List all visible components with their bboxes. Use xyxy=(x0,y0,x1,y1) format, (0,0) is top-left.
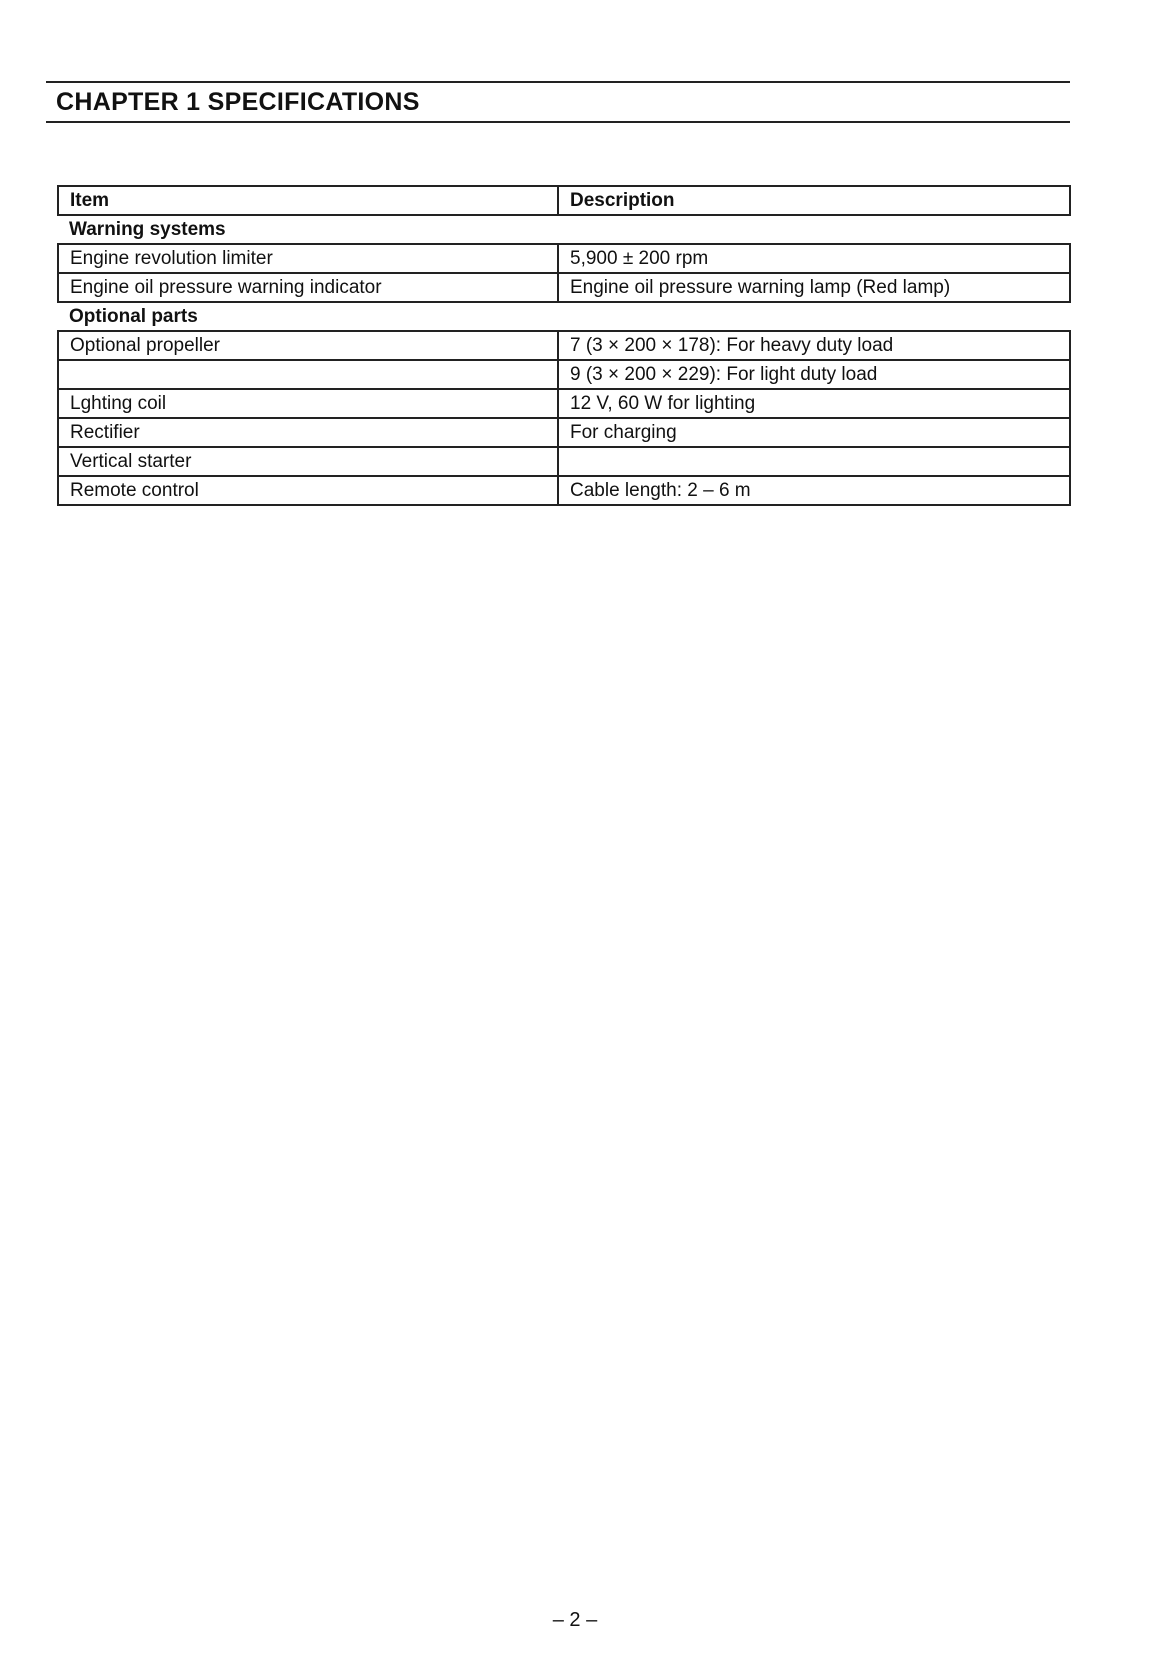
table-row xyxy=(58,418,1070,447)
description-cell: 12 V, 60 W for lighting xyxy=(558,389,1070,418)
section-row-warning-systems xyxy=(58,215,1070,244)
item-cell: Remote control xyxy=(58,476,558,505)
section-title: Optional parts xyxy=(69,306,198,327)
description-cell: For charging xyxy=(558,418,1070,447)
section-title: Warning systems xyxy=(69,219,226,240)
table-header-row xyxy=(58,186,1070,215)
header-top-rule xyxy=(46,81,1070,83)
chapter-title: CHAPTER 1 SPECIFICATIONS xyxy=(56,88,420,116)
description-cell: 5,900 ± 200 rpm xyxy=(558,244,1070,273)
description-cell: 9 (3 × 200 × 229): For light duty load xyxy=(558,360,1070,389)
item-cell: Engine revolution limiter xyxy=(58,244,558,273)
table-row xyxy=(58,244,1070,273)
table-row xyxy=(58,273,1070,302)
item-cell: Rectifier xyxy=(58,418,558,447)
column-header-description: Description xyxy=(558,186,1070,215)
specifications-table xyxy=(57,185,1071,506)
column-header-item: Item xyxy=(58,186,558,215)
item-cell: Engine oil pressure warning indicator xyxy=(58,273,558,302)
header-bottom-rule xyxy=(46,121,1070,123)
item-cell: Optional propeller xyxy=(58,331,558,360)
table-row xyxy=(58,331,1070,360)
table-row xyxy=(58,447,1070,476)
table-row xyxy=(58,360,1070,389)
section-row-optional-parts xyxy=(58,302,1070,331)
item-cell: Vertical starter xyxy=(58,447,558,476)
item-cell xyxy=(58,360,558,389)
table-row xyxy=(58,389,1070,418)
page-number: – 2 – xyxy=(552,1609,598,1631)
description-cell xyxy=(558,447,1070,476)
table-row xyxy=(58,476,1070,505)
description-cell: Cable length: 2 – 6 m xyxy=(558,476,1070,505)
description-cell: 7 (3 × 200 × 178): For heavy duty load xyxy=(558,331,1070,360)
item-cell: Lghting coil xyxy=(58,389,558,418)
description-cell: Engine oil pressure warning lamp (Red lamp) xyxy=(558,273,1070,302)
